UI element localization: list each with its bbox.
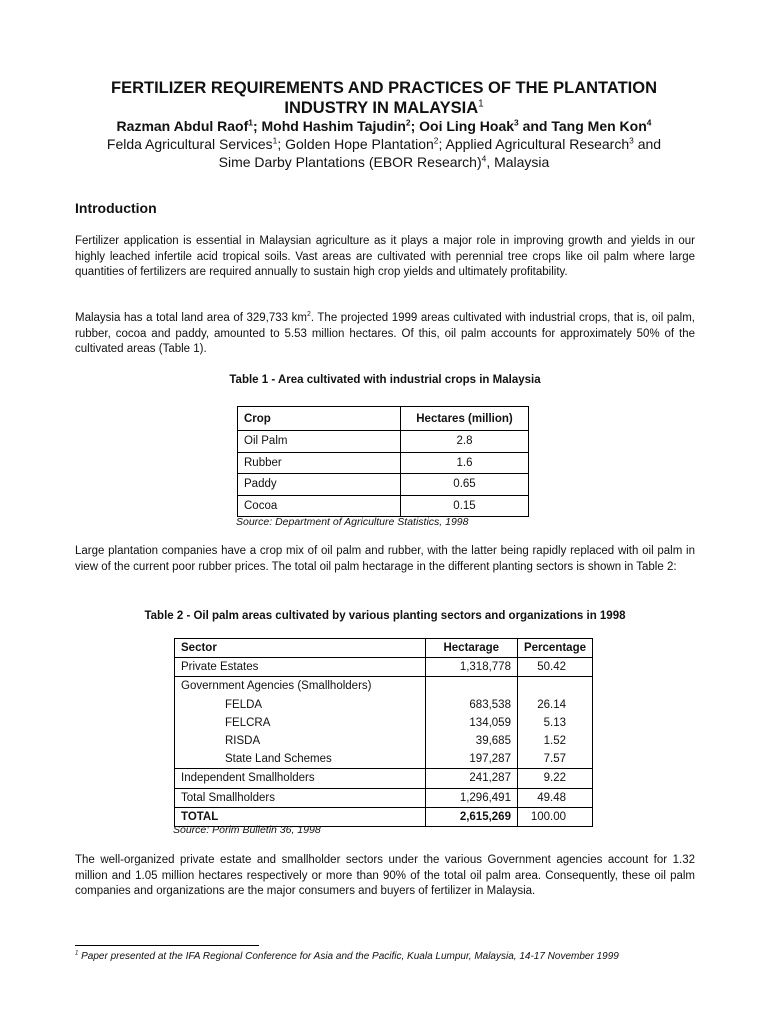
column-header: Hectarage bbox=[425, 639, 517, 658]
table-cell: 2,615,269 bbox=[425, 807, 517, 826]
table-cell: 683,538 bbox=[425, 696, 517, 714]
table-1-source: Source: Department of Agriculture Statistics, 1998 bbox=[236, 516, 469, 528]
table-cell: 26.14 bbox=[517, 696, 592, 714]
table-cell: 1.52 bbox=[517, 732, 592, 750]
table-cell: Private Estates bbox=[175, 658, 426, 677]
author: Razman Abdul Raof$^1$; bbox=[116, 117, 262, 134]
table-cell: RISDA bbox=[175, 732, 426, 750]
table-cell: Total Smallholders bbox=[175, 788, 426, 807]
title-line-1: FERTILIZER REQUIREMENTS AND PRACTICES OF THE PLANTATION bbox=[110, 79, 658, 97]
table-header-row bbox=[238, 407, 529, 431]
table-cell: Government Agencies (Smallholders) bbox=[175, 677, 426, 696]
table-cell: 100.00 bbox=[517, 807, 592, 826]
table-row bbox=[175, 658, 593, 677]
table-cell: 49.48 bbox=[517, 788, 592, 807]
paragraph-3: Large plantation companies have a crop mix of oil palm and rubber, with the latter being rapidly replaced with oil palm in view of the current poor rubber prices. The total oil palm hectarage in the different planting sectors is shown in Table 2: bbox=[75, 545, 695, 573]
paragraph-4: The well-organized private estate and smallholder sectors under the various Government agencies account for 1.32 million and 1.05 million hectares respectively or more than 90% of the total oil palm area. Consequently, these oil palm companies and organizations are the major consumers and buyers of fertilizer in Malaysia. bbox=[75, 854, 695, 897]
author: Mohd Hashim Tajudin$^2$; bbox=[261, 117, 420, 134]
title-line-2: INDUSTRY IN MALAYSIA bbox=[284, 99, 479, 117]
table-cell: TOTAL bbox=[175, 807, 426, 826]
footnote: $^1$ Paper presented at the IFA Regional Conference for Asia and the Pacific, Kuala Lumpur, Malaysia, 14-17 November 1999 bbox=[75, 950, 619, 962]
table-cell: 9.22 bbox=[517, 769, 592, 788]
author: Ooi Ling Hoak$^3$ and bbox=[419, 117, 552, 134]
table-cell: Oil Palm bbox=[238, 431, 401, 453]
column-header: Crop bbox=[238, 407, 401, 431]
table-header-row bbox=[175, 639, 593, 658]
author-list bbox=[40, 117, 728, 135]
table-cell: 241,287 bbox=[425, 769, 517, 788]
table-cell: FELCRA bbox=[175, 714, 426, 732]
paragraph-2: Malaysia has a total land area of 329,733 $km^2$. The projected 1999 areas cultivated with industrial crops, that is, oil palm, rubber, cocoa and paddy, amounted to 5.53 million hectares. Of this, oil palm accounts for approximately 50% of the cultivated areas (Table 1). bbox=[75, 311, 695, 355]
table-1 bbox=[237, 406, 529, 517]
column-header: Percentage bbox=[517, 639, 592, 658]
table-row bbox=[175, 788, 593, 807]
paper-title bbox=[60, 78, 708, 118]
table-cell bbox=[517, 677, 592, 696]
table-row-group-start bbox=[175, 677, 593, 696]
paragraph-1: Fertilizer application is essential in Malaysian agriculture as it plays a major role in improving growth and yields in our highly leached infertile acid tropical soils. Vast areas are cultivated with perennial tree crops like oil palm where large quantities of fertilizers are required annually to sustain high crop yields and ultimately profitability. bbox=[75, 235, 695, 278]
author: Tang Men Kon$^4$ bbox=[551, 117, 652, 134]
table-cell bbox=[425, 677, 517, 696]
table-row bbox=[175, 769, 593, 788]
table-cell: 5.13 bbox=[517, 714, 592, 732]
table-2-source: Source: Porim Bulletin 36, 1998 bbox=[173, 824, 321, 836]
table-row bbox=[175, 732, 593, 750]
table-row bbox=[175, 696, 593, 714]
table-cell: Paddy bbox=[238, 474, 401, 496]
table-row bbox=[238, 452, 529, 474]
table-row bbox=[175, 750, 593, 769]
title-footnote-mark: 1 bbox=[478, 98, 484, 110]
table-cell: 0.15 bbox=[401, 495, 529, 517]
table-cell: FELDA bbox=[175, 696, 426, 714]
section-heading-introduction: Introduction bbox=[75, 200, 157, 216]
table-cell: State Land Schemes bbox=[175, 750, 426, 769]
table-row bbox=[238, 474, 529, 496]
table-cell: Independent Smallholders bbox=[175, 769, 426, 788]
table-cell: 1,296,491 bbox=[425, 788, 517, 807]
footnote-divider bbox=[75, 945, 259, 946]
affiliations: Felda Agricultural Services$^1$; Golden Hope Plantation$^2$; Applied Agricultural Research$^3$ and Sime Darby Plantations (EBOR Research)$^4$, Malaysia bbox=[106, 135, 662, 170]
column-header: Hectares (million) bbox=[401, 407, 529, 431]
table-2-caption: Table 2 - Oil palm areas cultivated by various planting sectors and organizations in 1998 bbox=[144, 610, 626, 622]
table-cell: 1,318,778 bbox=[425, 658, 517, 677]
table-1-caption: Table 1 - Area cultivated with industrial crops in Malaysia bbox=[229, 374, 541, 386]
table-cell: 39,685 bbox=[425, 732, 517, 750]
table-cell: 50.42 bbox=[517, 658, 592, 677]
table-cell: 1.6 bbox=[401, 452, 529, 474]
table-cell: 197,287 bbox=[425, 750, 517, 769]
table-cell: Cocoa bbox=[238, 495, 401, 517]
table-cell: Rubber bbox=[238, 452, 401, 474]
table-cell: 7.57 bbox=[517, 750, 592, 769]
table-row bbox=[238, 495, 529, 517]
table-row bbox=[238, 431, 529, 453]
column-header: Sector bbox=[175, 639, 426, 658]
table-cell: 0.65 bbox=[401, 474, 529, 496]
table-row bbox=[175, 714, 593, 732]
table-cell: 2.8 bbox=[401, 431, 529, 453]
table-cell: 134,059 bbox=[425, 714, 517, 732]
table-2 bbox=[174, 638, 593, 827]
